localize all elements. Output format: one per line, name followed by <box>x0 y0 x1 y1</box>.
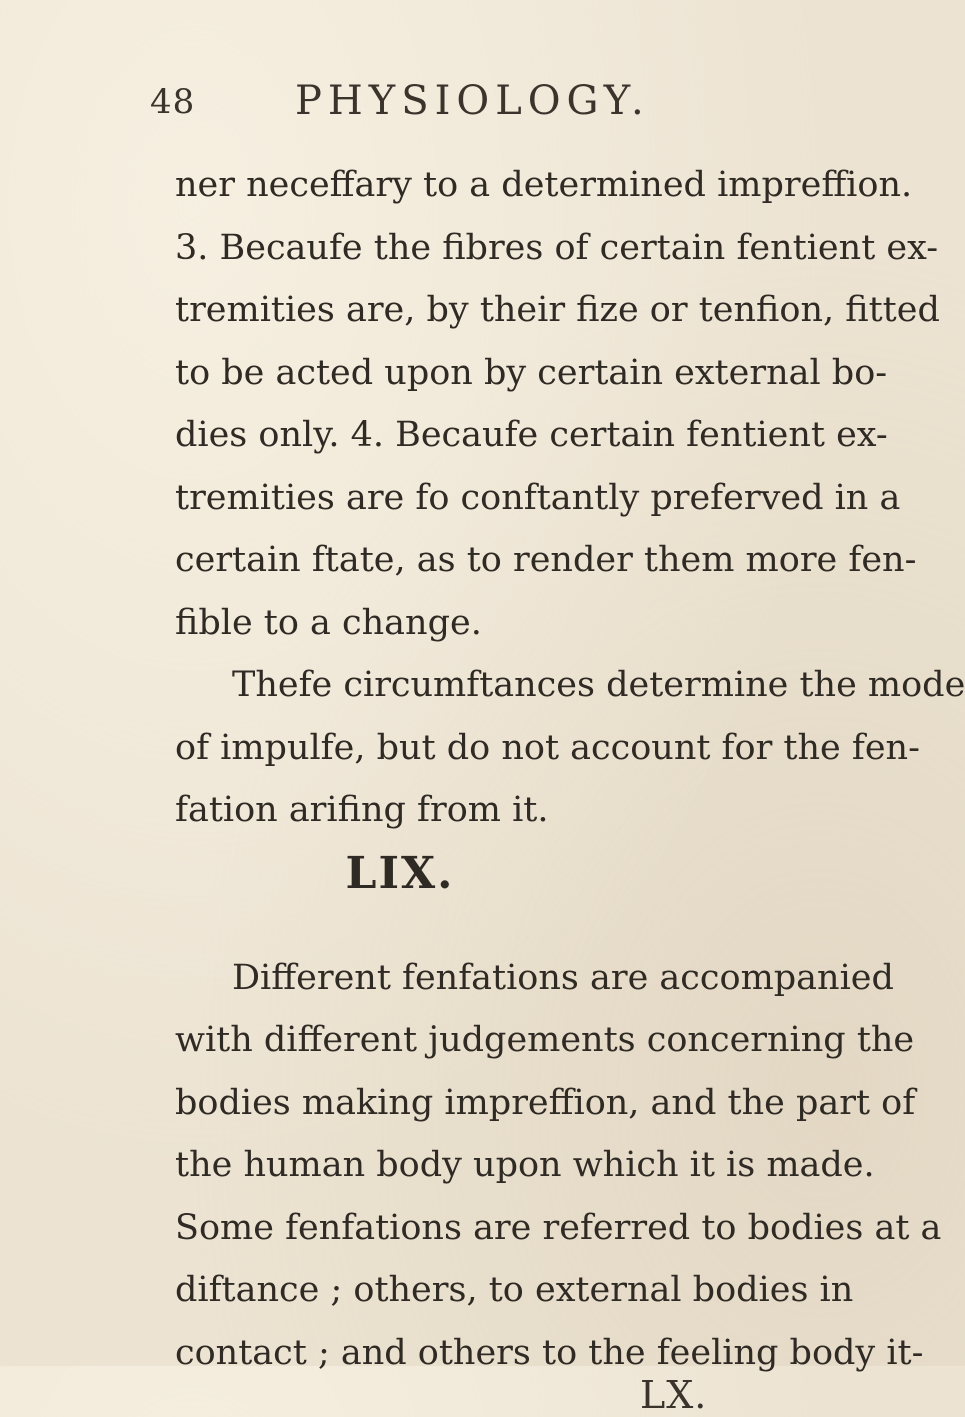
text-line: Different fenfations are accompanied <box>232 957 894 998</box>
text-line: with different judgements concerning the <box>175 1020 915 1060</box>
text-line: of impulfe, but do not account for the fen- <box>175 727 920 768</box>
text-line: bodies making impreffion, and the part of <box>175 1082 916 1123</box>
running-head: PHYSIOLOGY. <box>295 78 650 124</box>
text-line: Some fenfations are referred to bodies at a <box>175 1207 942 1248</box>
page-header <box>150 78 710 128</box>
text-line: contact ; and others to the feeling body it- <box>175 1332 924 1373</box>
text-line: dies only. 4. Becaufe certain fentient ex- <box>175 415 888 455</box>
text-line: to be acted upon by certain external bo- <box>175 352 888 393</box>
text-line: diftance ; others, to external bodies in <box>175 1270 854 1310</box>
section-heading: LIX. <box>345 847 455 899</box>
page-number: 48 <box>150 82 196 122</box>
text-line: ner neceffary to a determined impreffion. <box>175 165 913 205</box>
text-line: the human body upon which it is made. <box>175 1145 875 1185</box>
catchword: LX. <box>640 1373 708 1417</box>
text-line: tremities are, by their fize or tenfion, fitted <box>175 290 940 330</box>
text-line: fible to a change. <box>175 602 482 643</box>
text-line: Thefe circumftances determine the mode <box>232 665 965 705</box>
text-line: certain ftate, as to render them more fen- <box>175 540 917 580</box>
text-line: fation arifing from it. <box>175 790 549 830</box>
text-line: tremities are fo conftantly preferved in a <box>175 477 901 518</box>
text-line: 3. Becaufe the fibres of certain fentient ex- <box>175 227 939 268</box>
